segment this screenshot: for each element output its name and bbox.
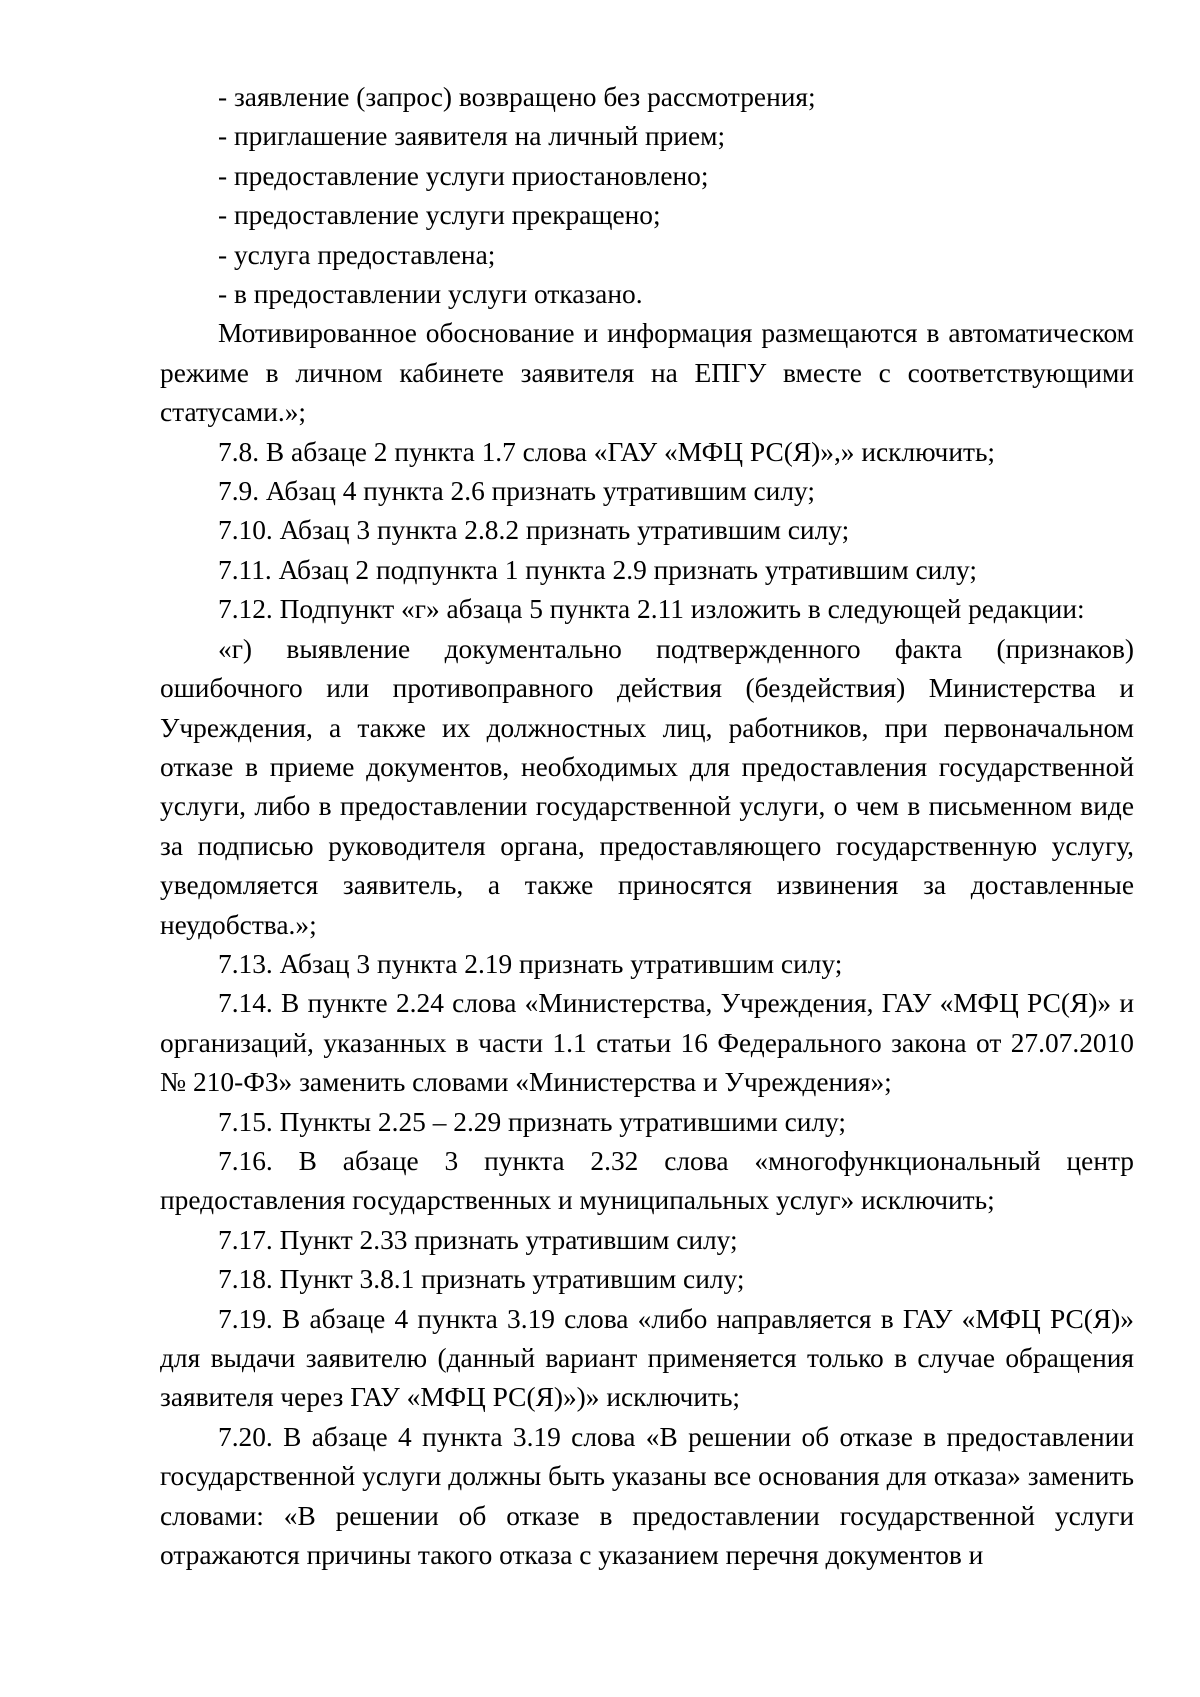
status-item-provided: - услуга предоставлена; [218,239,496,270]
paragraph-7-17: 7.17. Пункт 2.33 признать утратившим силу; [218,1224,738,1255]
status-item-invitation: - приглашение заявителя на личный прием; [218,121,726,152]
paragraph-7-16: 7.16. В абзаце 3 пункта 2.32 слова «многофункциональный центр предоставления государственных и муниципальных услуг» исключить; [160,1145,1134,1216]
status-item-terminated: - предоставление услуги прекращено; [218,200,661,231]
status-item-refused: - в предоставлении услуги отказано. [218,279,643,310]
paragraph-7-9: 7.9. Абзац 4 пункта 2.6 признать утратившим силу; [218,476,815,507]
paragraph-7-10: 7.10. Абзац 3 пункта 2.8.2 признать утратившим силу; [218,515,850,546]
paragraph-7-12: 7.12. Подпункт «г» абзаца 5 пункта 2.11 изложить в следующей редакции: [218,594,1085,625]
paragraph-7-8: 7.8. В абзаце 2 пункта 1.7 слова «ГАУ «МФЦ РС(Я)»,» исключить; [218,436,996,467]
status-item-suspended: - предоставление услуги приостановлено; [218,160,709,191]
paragraph-7-19: 7.19. В абзаце 4 пункта 3.19 слова «либо направляется в ГАУ «МФЦ РС(Я)» для выдачи заявителю (данный вариант применяется только в случае обращения заявителя через ГАУ «МФЦ РС(Я)»)» исключить; [160,1303,1134,1413]
paragraph-motivated-justification: Мотивированное обоснование и информация размещаются в автоматическом режиме в личном кабинете заявителя на ЕПГУ вместе с соответствующими статусами.»; [160,318,1134,428]
paragraph-7-12-new-text: «г) выявление документально подтвержденного факта (признаков) ошибочного или противоправного действия (бездействия) Министерства и Учреждения, а также их должностных лиц, работников, при первоначальном отказе в приеме документов, необходимых для предоставления государственной услуги, либо в предоставлении государственной услуги, о чем в письменном виде за подписью руководителя органа, предоставляющего государственную услугу, уведомляется заявитель, а также приносятся извинения за доставленные неудобства.»; [160,633,1134,940]
paragraph-7-11: 7.11. Абзац 2 подпункта 1 пункта 2.9 признать утратившим силу; [218,554,977,585]
document-page [160,78,1134,1575]
paragraph-7-13: 7.13. Абзац 3 пункта 2.19 признать утратившим силу; [218,948,843,979]
paragraph-7-20: 7.20. В абзаце 4 пункта 3.19 слова «В решении об отказе в предоставлении государственной услуги должны быть указаны все основания для отказа» заменить словами: «В решении об отказе в предоставлении государственной услуги отражаются причины такого отказа с указанием перечня документов и [160,1421,1134,1571]
status-item-returned: - заявление (запрос) возвращено без рассмотрения; [218,82,816,112]
paragraph-7-18: 7.18. Пункт 3.8.1 признать утратившим силу; [218,1264,745,1295]
paragraph-7-15: 7.15. Пункты 2.25 – 2.29 признать утратившими силу; [218,1106,847,1137]
paragraph-7-14: 7.14. В пункте 2.24 слова «Министерства, Учреждения, ГАУ «МФЦ РС(Я)» и организаций, указанных в части 1.1 статьи 16 Федерального закона от 27.07.2010 № 210-ФЗ» заменить словами «Министерства и Учреждения»; [160,988,1134,1098]
